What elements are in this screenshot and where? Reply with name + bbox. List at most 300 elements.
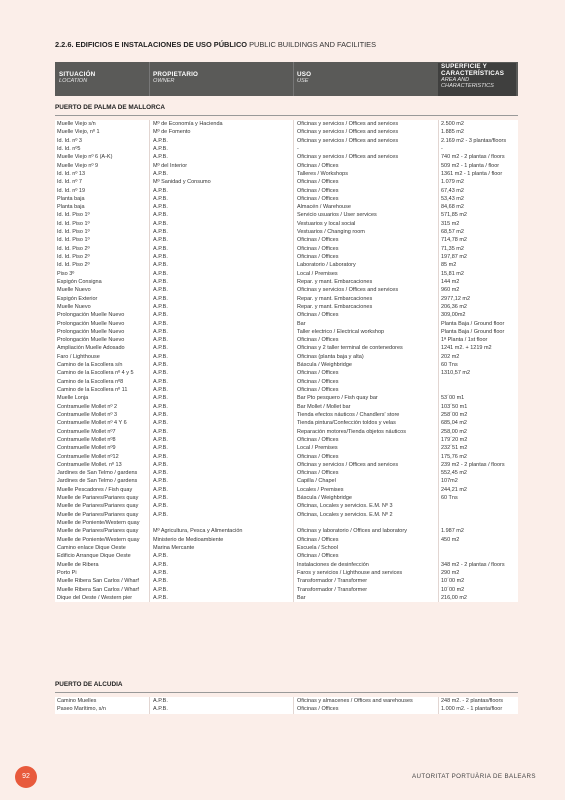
cell-owner: A.P.B. xyxy=(153,278,168,285)
cell-location: Camino de la Escollera nº8 xyxy=(57,378,124,385)
cell-location: Contramuelle Mollet nº12 xyxy=(57,453,119,460)
header-area xyxy=(438,63,516,96)
cell-owner: A.P.B. xyxy=(153,561,168,568)
cell-area: 202 m2 xyxy=(441,353,460,360)
cell-owner: A.P.B. xyxy=(153,295,168,302)
cell-owner: A.P.B. xyxy=(153,220,168,227)
cell-owner: A.P.B. xyxy=(153,254,168,260)
table-row xyxy=(55,697,518,705)
cell-location: Dique del Oeste / Western pier xyxy=(57,594,133,601)
cell-use: Servicio usuarios / User services xyxy=(297,212,377,219)
cell-area: 175,76 m2 xyxy=(441,453,467,460)
cell-location: Id. Id. Piso 2º xyxy=(57,245,90,252)
cell-area: 450 m2 xyxy=(441,536,460,543)
table-row xyxy=(55,153,518,161)
cell-use: Transformador / Transformer xyxy=(297,586,368,593)
cell-use: Oficinas / Offices xyxy=(297,378,339,385)
cell-location: Camino de la Escollera nº 4 y 5 xyxy=(57,370,134,377)
cell-owner: A.P.B. xyxy=(153,453,168,460)
cell-use: Oficinas y almacenes / Offices and warehouses xyxy=(297,698,413,704)
cell-location: Espigón Exterior xyxy=(57,295,98,302)
cell-owner: A.P.B. xyxy=(153,511,168,518)
cell-area: 60 Tns xyxy=(441,362,458,369)
cell-owner: A.P.B. xyxy=(153,387,168,393)
cell-location: Id. Id. Piso 1º xyxy=(57,220,90,227)
table-row xyxy=(55,419,518,427)
cell-area: 2.169 m2 - 3 plantas/floors xyxy=(441,137,507,144)
cell-location: Prolongación Muelle Nuevo xyxy=(57,312,125,319)
header-location-sublabel: LOCATION xyxy=(59,78,88,84)
group-title: PUERTO DE ALCUDIA xyxy=(55,681,123,688)
table-row xyxy=(55,444,518,452)
cell-owner: A.P.B. xyxy=(153,706,168,713)
table-row xyxy=(55,519,518,527)
cell-owner: A.P.B. xyxy=(153,486,168,493)
cell-area: 60 Tns xyxy=(441,495,458,502)
cell-owner: Mº del Interior xyxy=(153,162,188,169)
cell-location: Camino de la Escollera s/n xyxy=(57,362,123,369)
table-row xyxy=(55,544,518,552)
cell-owner: A.P.B. xyxy=(153,270,168,277)
group-divider xyxy=(55,115,518,116)
cell-use: Oficinas / Offices xyxy=(297,536,339,543)
cell-use: Bar xyxy=(297,320,306,327)
cell-use: Oficinas / Offices xyxy=(297,254,339,260)
cell-owner: A.P.B. xyxy=(153,312,168,319)
cell-use: Oficinas / Offices xyxy=(297,387,339,393)
cell-location: Contramuelle Mollet. nº 13 xyxy=(57,461,122,468)
cell-location: Camino enlace Dique Oeste xyxy=(57,544,126,551)
cell-area: 1.000 m2. - 1 planta/floor xyxy=(441,706,503,713)
table-row xyxy=(55,477,518,485)
cell-location: Contramuelle Mollet nº7 xyxy=(57,428,116,435)
table-row xyxy=(55,369,518,377)
cell-area: 315 m2 xyxy=(441,220,460,227)
cell-owner: A.P.B. xyxy=(153,370,168,377)
cell-owner: A.P.B. xyxy=(153,337,168,344)
cell-location: Jardines de San Telmo / gardens xyxy=(57,478,138,485)
header-location xyxy=(59,71,95,105)
table-row xyxy=(55,494,518,502)
cell-location: Muelle Lonja xyxy=(57,395,89,402)
cell-location: Contramuelle Mollet nº9 xyxy=(57,445,116,452)
cell-owner: Mº Agricultura, Pesca y Alimentación xyxy=(153,528,243,535)
cell-owner: A.P.B. xyxy=(153,403,168,410)
table-row xyxy=(55,469,518,477)
cell-area: 509 m2 - 1 planta / floor xyxy=(441,162,500,169)
header-divider xyxy=(149,62,150,96)
table-row xyxy=(55,261,518,269)
cell-use: Oficinas / Offices xyxy=(297,245,339,252)
cell-location: Muelle Pescadores / Fish quay xyxy=(57,486,133,493)
cell-location: Prolongación Muelle Nuevo xyxy=(57,328,125,335)
cell-area: 1.885 m2 xyxy=(441,129,464,136)
cell-owner: A.P.B. xyxy=(153,362,168,369)
cell-owner: A.P.B. xyxy=(153,378,168,385)
table-row xyxy=(55,162,518,170)
cell-owner: A.P.B. xyxy=(153,445,168,452)
cell-use: Oficinas / Offices xyxy=(297,195,339,202)
cell-area: 15,81 m2 xyxy=(441,270,464,277)
table-row xyxy=(55,278,518,286)
cell-location: Planta baja xyxy=(57,195,85,202)
group-divider xyxy=(55,692,518,693)
cell-owner: A.P.B. xyxy=(153,154,168,161)
cell-owner: Ministerio de Medioambiente xyxy=(153,536,224,543)
cell-location: Contramuelle Mollet nº 4 Y 6 xyxy=(57,420,127,427)
cell-use: Vestuarios / Changing room xyxy=(297,229,365,236)
cell-use: Oficinas / Offices xyxy=(297,187,339,194)
cell-use: Oficinas, Locales y servicios. E.M. Nº 3 xyxy=(297,503,393,510)
table-row xyxy=(55,145,518,153)
cell-area: 53,43 m2 xyxy=(441,195,464,202)
cell-use: Instalaciones de desinfección xyxy=(297,561,369,568)
cell-owner: A.P.B. xyxy=(153,204,168,211)
table-row xyxy=(55,311,518,319)
cell-owner: A.P.B. xyxy=(153,328,168,335)
cell-use: Oficinas / Offices xyxy=(297,470,339,477)
table-row xyxy=(55,552,518,560)
cell-area: 740 m2 - 2 plantas / floors xyxy=(441,154,505,161)
header-use-label: USO xyxy=(297,71,312,78)
cell-owner: A.P.B. xyxy=(153,137,168,144)
cell-use: Oficinas / Offices xyxy=(297,179,339,186)
cell-use: Oficinas / Offices xyxy=(297,370,339,377)
cell-location: Id. Id. Piso 2º xyxy=(57,254,90,260)
table-row xyxy=(55,328,518,336)
table-row xyxy=(55,411,518,419)
section-title-bold: 2.2.6. EDIFICIOS E INSTALACIONES DE USO PÚBLICO xyxy=(55,40,248,49)
cell-location: Paseo Marítimo, s/n xyxy=(57,706,106,713)
header-owner-sublabel: OWNER xyxy=(153,78,175,84)
cell-use: Bar Mollet / Mollet bar xyxy=(297,403,351,410)
cell-use: Oficinas y servicios / Offices and services xyxy=(297,287,399,294)
table-row xyxy=(55,303,518,311)
cell-location: Id. Id. Piso 1º xyxy=(57,212,90,219)
cell-owner: Mº Sanidad y Consumo xyxy=(153,179,211,186)
cell-owner: Mº de Economía y Hacienda xyxy=(153,121,223,127)
table-row xyxy=(55,203,518,211)
data-table xyxy=(55,120,518,602)
cell-location: Muelle de Pariares/Pariares quay xyxy=(57,495,139,502)
cell-area: 71,35 m2 xyxy=(441,245,464,252)
table-row xyxy=(55,353,518,361)
header-location-label: SITUACIÓN xyxy=(59,71,96,78)
cell-location: Id. Id. Piso 1º xyxy=(57,237,90,244)
cell-location: Id. Id. nº 19 xyxy=(57,187,85,194)
header-owner xyxy=(153,71,198,105)
cell-location: Id. Id. nº 3 xyxy=(57,137,82,144)
cell-use: Repar. y mant. Embarcaciones xyxy=(297,303,373,310)
cell-location: Muelle de Pariares/Pariares quay xyxy=(57,528,139,535)
page-number: 92 xyxy=(15,766,37,788)
table-row xyxy=(55,220,518,228)
cell-use: Locales / Premises xyxy=(297,486,344,493)
table-row xyxy=(55,170,518,178)
cell-owner: A.P.B. xyxy=(153,395,168,402)
cell-location: Planta baja xyxy=(57,204,85,211)
cell-use: Bar xyxy=(297,594,306,601)
cell-area: 53´00 m1 xyxy=(441,395,465,402)
cell-area: 103´50 m1 xyxy=(441,403,468,410)
header-divider xyxy=(293,62,294,96)
cell-area: 67,43 m2 xyxy=(441,187,464,194)
table-row xyxy=(55,187,518,195)
cell-owner: A.P.B. xyxy=(153,495,168,502)
cell-area: 216,00 m2 xyxy=(441,594,467,601)
cell-area: 348 m2 - 2 plantas / floors xyxy=(441,561,505,568)
header-use-sublabel: USE xyxy=(297,78,309,84)
cell-owner: A.P.B. xyxy=(153,212,168,219)
cell-area: 960 m2 xyxy=(441,287,460,294)
cell-area: 2977,12 m2 xyxy=(441,295,471,302)
table-row xyxy=(55,245,518,253)
cell-area: 2.500 m2 xyxy=(441,121,464,127)
cell-owner: A.P.B. xyxy=(153,436,168,443)
cell-owner: A.P.B. xyxy=(153,353,168,360)
cell-area: - xyxy=(441,145,443,152)
data-table xyxy=(55,697,518,714)
cell-area: 714,78 m2 xyxy=(441,237,467,244)
table-row xyxy=(55,705,518,713)
cell-use: Escuela / School xyxy=(297,544,338,551)
cell-use: Oficinas y servicios / Offices and services xyxy=(297,461,399,468)
cell-area: 68,57 m2 xyxy=(441,229,464,236)
cell-location: Id. Id. nº 13 xyxy=(57,170,85,177)
cell-use: Talleres / Workshops xyxy=(297,170,348,177)
cell-area: 10´00 m2 xyxy=(441,586,465,593)
cell-use: Laboratorio / Laboratory xyxy=(297,262,356,269)
cell-area: Planta Baja / Ground floor xyxy=(441,328,505,335)
table-row xyxy=(55,253,518,261)
table-row xyxy=(55,361,518,369)
cell-location: Contramuelle Mollet nº8 xyxy=(57,436,116,443)
table-row xyxy=(55,569,518,577)
publisher-footer: AUTORITAT PORTUÀRIA DE BALEARS xyxy=(412,773,536,780)
cell-use: Local / Premises xyxy=(297,445,338,452)
cell-location: Camino de la Escollera nº 11 xyxy=(57,387,128,393)
cell-use: Transformador / Transformer xyxy=(297,578,368,585)
cell-location: Espigón Consigna xyxy=(57,278,102,285)
cell-area: 197,87 m2 xyxy=(441,254,467,260)
cell-owner: A.P.B. xyxy=(153,470,168,477)
cell-area: 85 m2 xyxy=(441,262,457,269)
cell-location: Edificio Arranque Dique Oeste xyxy=(57,553,131,560)
cell-location: Muelle Nuevo xyxy=(57,287,91,294)
cell-use: Oficinas (planta baja y alta) xyxy=(297,353,364,360)
table-row xyxy=(55,137,518,145)
table-row xyxy=(55,486,518,494)
table-row xyxy=(55,336,518,344)
table-row xyxy=(55,577,518,585)
cell-owner: A.P.B. xyxy=(153,578,168,585)
cell-area: 1310,57 m2 xyxy=(441,370,471,377)
table-row xyxy=(55,502,518,510)
cell-use: Local / Premises xyxy=(297,270,338,277)
cell-owner: A.P.B. xyxy=(153,187,168,194)
cell-location: Contramuelle Mollet nº 2 xyxy=(57,403,118,410)
cell-use: Oficinas / Offices xyxy=(297,706,339,713)
table-row xyxy=(55,594,518,602)
header-area-sublabel: AREA AND xyxy=(441,77,470,83)
section-title xyxy=(55,40,376,49)
table-row xyxy=(55,428,518,436)
cell-use: Oficinas / Offices xyxy=(297,237,339,244)
cell-location: Prolongación Muelle Nuevo xyxy=(57,337,125,344)
cell-location: Muelle de Pariares/Pariares quay xyxy=(57,511,139,518)
cell-location: Porto Pi xyxy=(57,569,77,576)
cell-owner: A.P.B. xyxy=(153,428,168,435)
cell-use: Oficinas, Locales y servicios. E.M. Nº 2 xyxy=(297,511,393,518)
cell-location: Id. Id. Piso 1º xyxy=(57,229,90,236)
cell-use: Capilla / Chapel xyxy=(297,478,336,485)
cell-location: Muelle Viejo nº 6 (A-K) xyxy=(57,154,113,161)
cell-owner: A.P.B. xyxy=(153,303,168,310)
cell-owner: A.P.B. xyxy=(153,145,168,152)
cell-use: - xyxy=(297,145,299,152)
cell-owner: A.P.B. xyxy=(153,345,168,352)
cell-use: Faros y servicios / Lighthouse and services xyxy=(297,569,403,576)
table-row xyxy=(55,344,518,352)
header-area-label: SUPERFICIE Y xyxy=(441,63,488,70)
cell-location: Muelle de Poniente/Western quay xyxy=(57,520,140,526)
table-row xyxy=(55,511,518,519)
cell-owner: Mº de Fomento xyxy=(153,129,191,136)
cell-location: Prolongación Muelle Nuevo xyxy=(57,320,125,327)
cell-location: Ampliación Muelle Adosado xyxy=(57,345,125,352)
table-row xyxy=(55,403,518,411)
cell-area: 248 m2. - 2 plantas/floors xyxy=(441,698,504,704)
header-area-sublabel: CHARACTERISTICS xyxy=(441,83,494,89)
cell-location: Muelle Nuevo xyxy=(57,303,91,310)
cell-location: Muelle de Ribera xyxy=(57,561,99,568)
cell-area: 232´51 m2 xyxy=(441,445,468,452)
table-row xyxy=(55,270,518,278)
cell-area: 239 m2 - 2 plantas / floors xyxy=(441,461,505,468)
table-row xyxy=(55,128,518,136)
table-row xyxy=(55,178,518,186)
header-use xyxy=(297,71,311,105)
cell-use: Báscula / Weighbridge xyxy=(297,362,352,369)
cell-area: 685,04 m2 xyxy=(441,420,467,427)
cell-use: Oficinas y laboratorio / Offices and laboratory xyxy=(297,528,407,535)
cell-use: Bar Pto pesquero / Fish quay bar xyxy=(297,395,378,402)
cell-owner: A.P.B. xyxy=(153,553,168,560)
cell-location: Muelle de Pariares/Pariares quay xyxy=(57,503,139,510)
cell-location: Id. Id. nº 7 xyxy=(57,179,82,186)
table-row xyxy=(55,295,518,303)
cell-area: 1ª Planta / 1st floor xyxy=(441,337,488,344)
cell-owner: A.P.B. xyxy=(153,195,168,202)
cell-area: 1.987 m2 xyxy=(441,528,464,535)
cell-owner: A.P.B. xyxy=(153,237,168,244)
cell-owner: A.P.B. xyxy=(153,698,168,704)
table-row xyxy=(55,527,518,535)
cell-location: Faro / Lighthouse xyxy=(57,353,100,360)
cell-area: 571,85 m2 xyxy=(441,212,467,219)
cell-use: Tienda pintura/Confección toldos y velas xyxy=(297,420,396,427)
header-area-label: CARACTERÍSTICAS xyxy=(441,70,505,77)
cell-use: Oficinas y servicios / Offices and services xyxy=(297,154,399,161)
cell-area: 84,68 m2 xyxy=(441,204,464,211)
table-row xyxy=(55,195,518,203)
table-header xyxy=(55,62,518,96)
cell-location: Muelle Ribera San Carlos / Wharf xyxy=(57,578,139,585)
cell-use: Taller electrico / Electrical workshop xyxy=(297,328,385,335)
table-row xyxy=(55,394,518,402)
cell-area: 552,45 m2 xyxy=(441,470,467,477)
cell-area: 107m2 xyxy=(441,478,458,485)
table-row xyxy=(55,378,518,386)
cell-area: 179´20 m2 xyxy=(441,436,468,443)
table-row xyxy=(55,586,518,594)
cell-use: Oficinas / Offices xyxy=(297,337,339,344)
cell-owner: A.P.B. xyxy=(153,411,168,418)
group-title: PUERTO DE PALMA DE MALLORCA xyxy=(55,104,165,111)
cell-owner: A.P.B. xyxy=(153,229,168,236)
section-title-english: PUBLIC BUILDINGS AND FACILITIES xyxy=(247,40,377,49)
cell-area: 1.079 m2 xyxy=(441,179,464,186)
table-row xyxy=(55,286,518,294)
cell-owner: A.P.B. xyxy=(153,420,168,427)
cell-area: 244,21 m2 xyxy=(441,486,467,493)
table-row xyxy=(55,453,518,461)
cell-location: Muelle Viejo s/n xyxy=(57,121,96,127)
cell-owner: A.P.B. xyxy=(153,569,168,576)
cell-use: Oficinas / Offices xyxy=(297,553,339,560)
cell-use: Reparación motores/Tienda objetos náuticos xyxy=(297,428,406,435)
cell-location: Muelle Ribera San Carlos / Wharf xyxy=(57,586,139,593)
cell-area: 10´00 m2 xyxy=(441,578,465,585)
cell-owner: A.P.B. xyxy=(153,245,168,252)
cell-use: Vestuarios y local social xyxy=(297,220,356,227)
cell-use: Oficinas y servicios / Offices and services xyxy=(297,121,399,127)
cell-area: 258,00 m2 xyxy=(441,428,467,435)
cell-use: Almacén / Warehouse xyxy=(297,204,351,211)
cell-location: Muelle Viejo, nº 1 xyxy=(57,129,100,136)
cell-area: 1361 m2 - 1 planta / floor xyxy=(441,170,503,177)
cell-location: Id. Id. nº5 xyxy=(57,145,81,152)
cell-area: 258´00 m2 xyxy=(441,411,468,418)
table-row xyxy=(55,120,518,128)
cell-use: Oficinas y 2 taller terminal de contenedores xyxy=(297,345,403,352)
cell-owner: A.P.B. xyxy=(153,287,168,294)
table-row xyxy=(55,561,518,569)
cell-location: Contramuelle Mollet nº 3 xyxy=(57,411,118,418)
cell-area: 1241 m2. + 1219 m2 xyxy=(441,345,492,352)
cell-location: Id. Id. Piso 2º xyxy=(57,262,90,269)
cell-location: Muelle de Poniente/Western quay xyxy=(57,536,140,543)
cell-owner: A.P.B. xyxy=(153,586,168,593)
cell-owner: A.P.B. xyxy=(153,320,168,327)
table-row xyxy=(55,320,518,328)
cell-use: Repar. y mant. Embarcaciones xyxy=(297,278,373,285)
cell-use: Oficinas y servicios / Offices and services xyxy=(297,137,399,144)
cell-area: 144 m2 xyxy=(441,278,460,285)
table-row xyxy=(55,236,518,244)
cell-use: Tienda efectos náuticos / Chandlers' store xyxy=(297,411,400,418)
table-row xyxy=(55,228,518,236)
cell-use: Oficinas / Offices xyxy=(297,436,339,443)
cell-area: 290 m2 xyxy=(441,569,460,576)
cell-use: Báscula / Weighbridge xyxy=(297,495,352,502)
cell-use: Oficinas / Offices xyxy=(297,312,339,319)
cell-location: Jardines de San Telmo / gardens xyxy=(57,470,138,477)
cell-owner: A.P.B. xyxy=(153,170,168,177)
table-row xyxy=(55,211,518,219)
table-row xyxy=(55,386,518,394)
cell-location: Camino Muelles xyxy=(57,698,97,704)
